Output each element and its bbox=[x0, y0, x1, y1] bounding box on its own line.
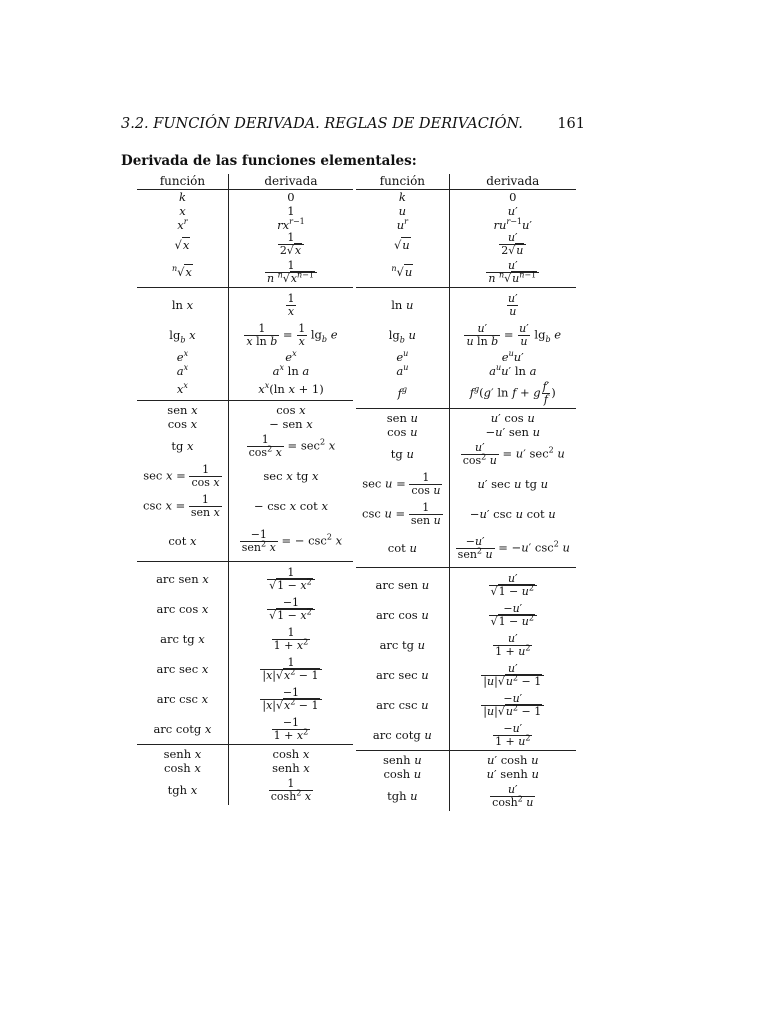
table-row: $u^r$ $ru^{r-1}u'$ bbox=[356, 218, 576, 232]
header-funcion: función bbox=[356, 174, 449, 190]
table-row: √u $\frac{u'}{2√u}$ bbox=[356, 232, 576, 257]
table-row: cosh x senh x bbox=[137, 761, 353, 775]
table-row: $e^x$ $e^x$ bbox=[137, 350, 353, 364]
table-row: $a^x$ $a^x$ ln a bbox=[137, 364, 353, 378]
table-row: $\lg_b x$ $\frac{1}{\text{x ln b}}$ = $\frac{1}{x}$ $\lg_b e$ bbox=[137, 320, 353, 350]
table-row: tgh u $\frac{u'}{\cosh^2 u}$ bbox=[356, 781, 576, 811]
section-title: 3.2. FUNCIÓN DERIVADA. REGLAS DE DERIVACIÓN. bbox=[121, 116, 523, 132]
header-derivada: derivada bbox=[264, 174, 318, 188]
table-row: √x $\frac{1}{2√x}$ bbox=[137, 232, 353, 257]
table-row: senh x cosh x bbox=[137, 745, 353, 762]
table-row: sec x = $\frac{1}{\text{cos x}}$ sec x tg x bbox=[137, 461, 353, 491]
table-row: arc cotg u $\frac{-u'}{1 + u^2}$ bbox=[356, 720, 576, 751]
table-row: k 0 bbox=[356, 190, 576, 205]
table-row: $a^u$ $a^uu'$ ln a bbox=[356, 364, 576, 378]
left-derivative-table bbox=[137, 174, 353, 805]
table-row: arc sec x $\frac{1}{|x|√x^2 - 1}$ bbox=[137, 654, 353, 684]
table-row: senh u u′ cosh u bbox=[356, 751, 576, 768]
table-row: ln x $\frac{1}{x}$ bbox=[137, 288, 353, 321]
table-row: arc cotg x $\frac{-1}{1 + x^2}$ bbox=[137, 714, 353, 745]
table-row: $e^u$ $e^uu'$ bbox=[356, 350, 576, 364]
table-row: x 1 bbox=[137, 204, 353, 218]
table-row: cot x −1 sen$^2$ x = − $\csc^2 x$ bbox=[137, 521, 353, 562]
running-head bbox=[121, 116, 585, 132]
table-row: $f^g$ $f^g(g'$ ln f + g $\frac{f'}{f}$ ) bbox=[356, 378, 576, 409]
table-row: arc sen x $\frac{1}{√1 - x^2}$ bbox=[137, 562, 353, 595]
table-row: arc csc u $\frac{-u'}{|u|√u^2 - 1}$ bbox=[356, 690, 576, 720]
table-row: cos u −u′ sen u bbox=[356, 425, 576, 439]
table-row: arc cos u $\frac{-u'}{√1 - u^2}$ bbox=[356, 600, 576, 630]
table-row: arc tg x $\frac{1}{1 + x^2}$ bbox=[137, 624, 353, 654]
table-row: arc csc x $\frac{-1}{|x|√x^2 - 1}$ bbox=[137, 684, 353, 714]
table-row: $^n$√x $\frac{1}{n ^n√x^{n-1}}$ bbox=[137, 257, 353, 288]
table-row: arc tg u $\frac{u'}{1 + u^2}$ bbox=[356, 630, 576, 660]
table-row: arc sen u $\frac{u'}{√1 - u^2}$ bbox=[356, 568, 576, 601]
table-row: sec u = $\frac{1}{\text{cos u}}$ u′ sec u tg u bbox=[356, 469, 576, 499]
table-title: Derivada de las funciones elementales: bbox=[121, 153, 417, 169]
table-row: k 0 bbox=[137, 190, 353, 205]
table-row: tgh x $\frac{1}{\cosh^2 x}$ bbox=[137, 775, 353, 805]
table-row: ln u $\frac{u'}{u}$ bbox=[356, 288, 576, 321]
table-row: cot u −u′ sen$^2$ u = −u′ $\csc^2 u$ bbox=[356, 529, 576, 568]
table-row: tg x $\frac{1}{\cos^2 x}$ = $\sec^2 x$ bbox=[137, 431, 353, 461]
table-row: arc sec u $\frac{u'}{|u|√u^2 - 1}$ bbox=[356, 660, 576, 690]
table-row: sen x cos x bbox=[137, 401, 353, 418]
table-row: tg u $\frac{u'}{\cos^2 u}$ = u′ $\sec^2 u$ bbox=[356, 439, 576, 469]
page-number: 161 bbox=[557, 116, 585, 132]
table-row: arc cos x $\frac{-1}{√1 - x^2}$ bbox=[137, 594, 353, 624]
right-derivative-table bbox=[356, 174, 576, 811]
header-funcion: función bbox=[137, 174, 228, 190]
table-row: cosh u u′ senh u bbox=[356, 767, 576, 781]
header-derivada: derivada bbox=[486, 174, 540, 188]
table-row: $x^x$ $x^x(\ln$ x + 1) bbox=[137, 378, 353, 401]
table-row: $^n$√u $\frac{u'}{n ^n√u^{n-1}}$ bbox=[356, 257, 576, 288]
table-row: $\lg_b u$ $\frac{u'}{\text{u ln b}}$ = $\frac{u'}{u}$ $\lg_b e$ bbox=[356, 320, 576, 350]
table-row: sen u u′ cos u bbox=[356, 409, 576, 426]
table-row: u u′ bbox=[356, 204, 576, 218]
table-row: cos x − sen x bbox=[137, 417, 353, 431]
table-row: csc x = 1 sen x − csc x cot x bbox=[137, 491, 353, 521]
table-row: $x^r$ $rx^{r-1}$ bbox=[137, 218, 353, 232]
table-row: csc u = 1 sen u −u′ csc u cot u bbox=[356, 499, 576, 529]
